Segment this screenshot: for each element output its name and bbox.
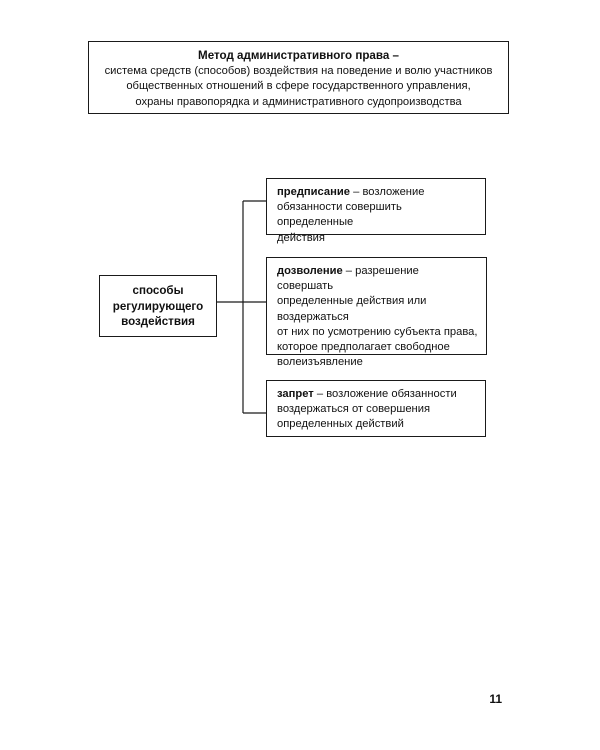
- definition-line: общественных отношений в сфере государственного управления,: [126, 80, 471, 92]
- method-first-rest: – возложение: [350, 186, 425, 198]
- method-line: от них по усмотрению субъекта права,: [277, 325, 478, 338]
- method-first-line: [277, 387, 477, 402]
- method-first-line: [277, 185, 477, 200]
- definition-title: Метод административного права –: [198, 49, 399, 62]
- central-node-line: воздействия: [121, 315, 195, 328]
- central-node-line: регулирующего: [112, 299, 204, 313]
- central-node-line: способы: [132, 284, 184, 297]
- central-node-box: [99, 275, 217, 337]
- method-line: воздержаться от совершения: [277, 403, 431, 416]
- definition-box: [88, 41, 509, 114]
- method-box-prescription: [266, 178, 486, 244]
- method-line: определенных действий: [277, 418, 404, 431]
- method-line: обязанности совершить определенные: [277, 201, 402, 229]
- method-box-permission: [266, 257, 487, 369]
- method-first-rest: – разрешение совершать: [277, 265, 419, 293]
- definition-line: охраны правопорядка и административного судопроизводства: [135, 95, 462, 108]
- method-line: волеизъявление: [277, 356, 363, 369]
- method-first-line: [277, 264, 478, 294]
- method-term: запрет: [277, 388, 314, 400]
- method-box-prohibition: [266, 380, 486, 437]
- definition-line: система средств (способов) воздействия на поведение и волю участников: [104, 64, 493, 77]
- method-term: предписание: [277, 186, 350, 198]
- method-term: дозволение: [277, 265, 343, 277]
- method-line: действия: [277, 231, 325, 244]
- page-number: 11: [489, 692, 502, 706]
- method-line: определенные действия или воздержаться: [277, 295, 427, 323]
- method-line: которое предполагает свободное: [277, 341, 450, 354]
- method-first-rest: – возложение обязанности: [313, 388, 457, 400]
